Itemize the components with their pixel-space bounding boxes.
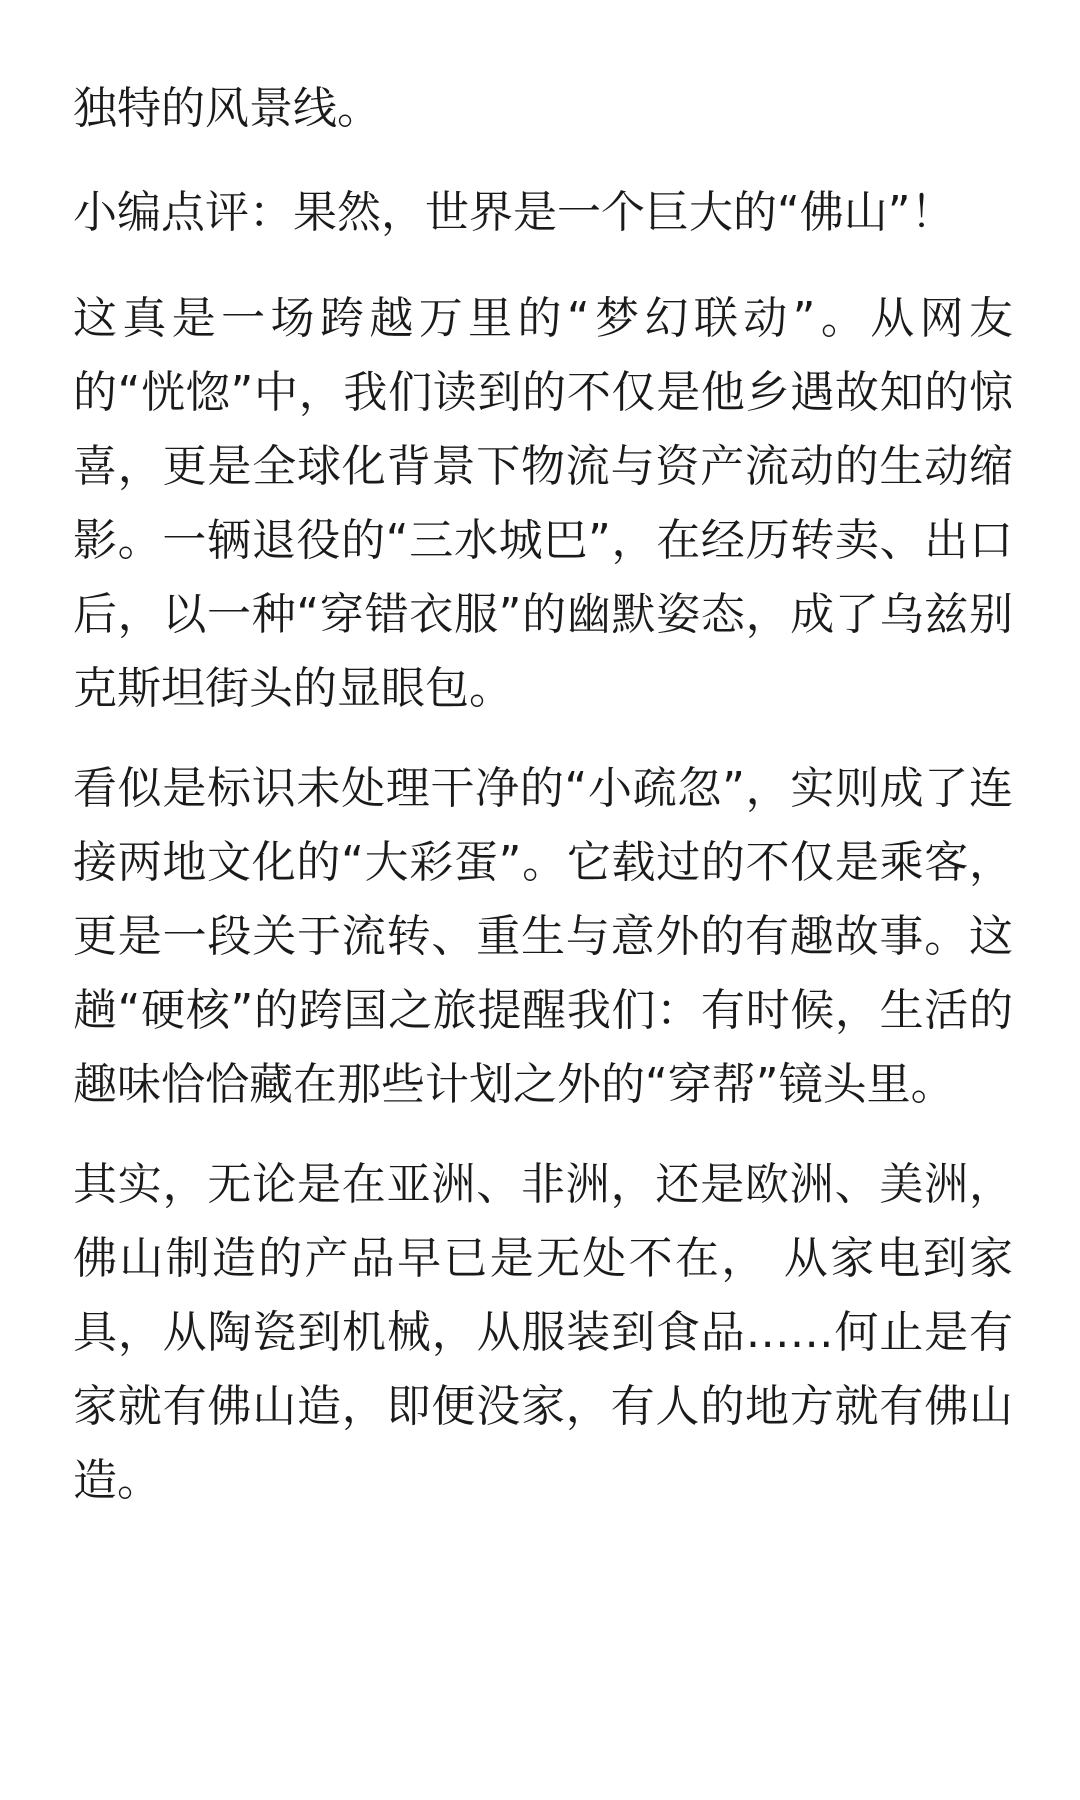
paragraph-scenery-line: 独特的风景线。 [73, 83, 381, 134]
paragraph-editor-comment: 小编点评：果然，世界是一个巨大的“佛山”！ [73, 187, 955, 238]
paragraph-dream-linkage: 这真是一场跨越万里的“梦幻联动”。从网友的“恍惚”中，我们读到的不仅是他乡遇故知的惊喜，更是全球化背景下物流与资产流动的生动缩影。一辆退役的“三水城巴”，在经历转卖、出口后，以一种“穿错衣服”的幽默姿态，成了乌兹别克斯坦街头的显眼包。 [73, 293, 1013, 714]
paragraph-foshan-made: 其实，无论是在亚洲、非洲，还是欧洲、美洲，佛山制造的产品早已是无处不在， 从家电到家具，从陶瓷到机械，从服装到食品……何止是有家就有佛山造，即便没家，有人的地方就有佛山造。 [73, 1159, 1013, 1506]
paragraph-easter-egg: 看似是标识未处理干净的“小疏忽”，实则成了连接两地文化的“大彩蛋”。它载过的不仅是乘客，更是一段关于流转、重生与意外的有趣故事。这趟“硬核”的跨国之旅提醒我们：有时候，生活的趣味恰恰藏在那些计划之外的“穿帮”镜头里。 [73, 763, 1013, 1110]
